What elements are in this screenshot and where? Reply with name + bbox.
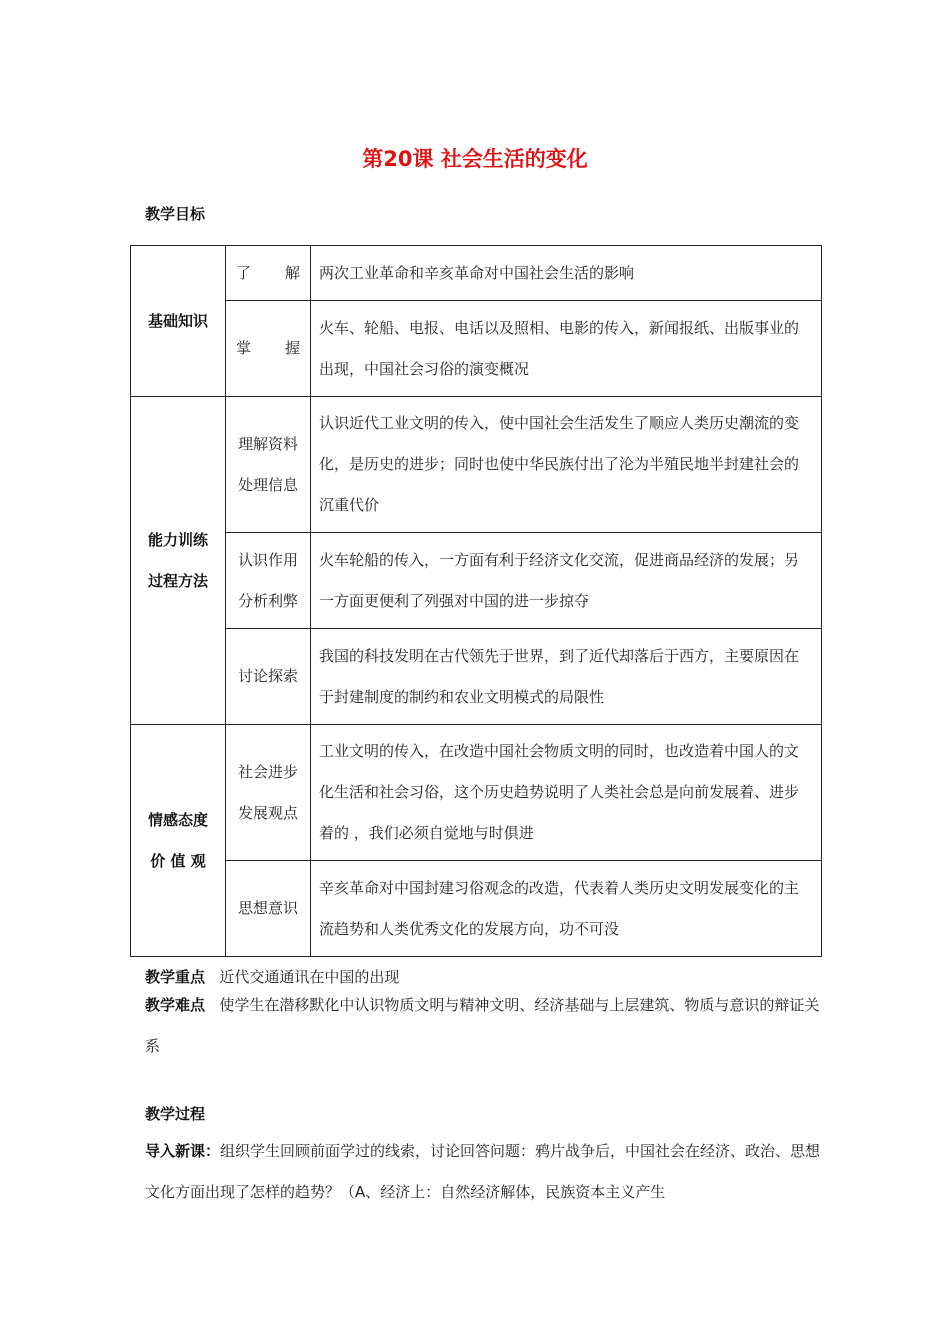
page-title: 第20课 社会生活的变化 — [362, 147, 588, 171]
table-row — [131, 397, 822, 533]
content-cell: 我国的科技发明在古代领先于世界，到了近代却落后于西方，主要原因在于封建制度的制约和农业文明模式的局限性 — [311, 629, 822, 725]
category-cell: 能力训练 过程方法 — [131, 397, 226, 725]
intro-label: 导入新课： — [145, 1142, 221, 1160]
content-cell: 火车轮船的传入，一方面有利于经济文化交流，促进商品经济的发展；另一方面更便利了列强对中国的进一步掠夺 — [311, 533, 822, 629]
subcategory-cell: 理解资料 处理信息 — [226, 397, 311, 533]
subcategory-cell: 了 解 — [226, 246, 311, 301]
difficulty-label: 教学难点 — [145, 996, 206, 1014]
content-cell: 工业文明的传入，在改造中国社会物质文明的同时，也改造着中国人的文化生活和社会习俗，这个历史趋势说明了人类社会总是向前发展着、进步着的 ，我们必须自觉地与时俱进 — [311, 725, 822, 861]
key-point-label: 教学重点 — [145, 968, 206, 986]
content-cell: 辛亥革命对中国封建习俗观念的改造，代表着人类历史文明发展变化的主流趋势和人类优秀文化的发展方向，功不可没 — [311, 861, 822, 957]
table-row — [131, 629, 822, 725]
table-row — [131, 533, 822, 629]
subcategory-cell: 掌 握 — [226, 301, 311, 397]
table-row — [131, 301, 822, 397]
subcategory-cell: 社会进步 发展观点 — [226, 725, 311, 861]
table-row — [131, 725, 822, 861]
objectives-table — [130, 245, 822, 957]
difficulty-text: 使学生在潜移默化中认识物质文明与精神文明、经济基础与上层建筑、物质与意识的辩证关系 — [145, 996, 820, 1055]
content-cell: 火车、轮船、电报、电话以及照相、电影的传入，新闻报纸、出版事业的出现，中国社会习俗的演变概况 — [311, 301, 822, 397]
content-cell: 认识近代工业文明的传入，使中国社会生活发生了顺应人类历史潮流的变化，是历史的进步；同时也使中华民族付出了沦为半殖民地半封建社会的沉重代价 — [311, 397, 822, 533]
subcategory-cell: 讨论探索 — [226, 629, 311, 725]
category-cell: 情感态度 价 值 观 — [131, 725, 226, 957]
objectives-heading: 教学目标 — [145, 205, 206, 223]
process-heading: 教学过程 — [145, 1105, 206, 1123]
difficulty-paragraph — [145, 985, 825, 1067]
table-row — [131, 861, 822, 957]
key-point-text: 近代交通通讯在中国的出现 — [219, 968, 400, 986]
content-cell: 两次工业革命和辛亥革命对中国社会生活的影响 — [311, 246, 822, 301]
intro-text: 组织学生回顾前面学过的线索，讨论回答问题：鸦片战争后，中国社会在经济、政治、思想文化方面出现了怎样的趋势？（A、经济上：自然经济解体，民族资本主义产生 — [145, 1142, 821, 1201]
subcategory-cell: 思想意识 — [226, 861, 311, 957]
table-row — [131, 246, 822, 301]
subcategory-cell: 认识作用 分析利弊 — [226, 533, 311, 629]
intro-paragraph — [145, 1131, 825, 1213]
category-cell: 基础知识 — [131, 246, 226, 397]
